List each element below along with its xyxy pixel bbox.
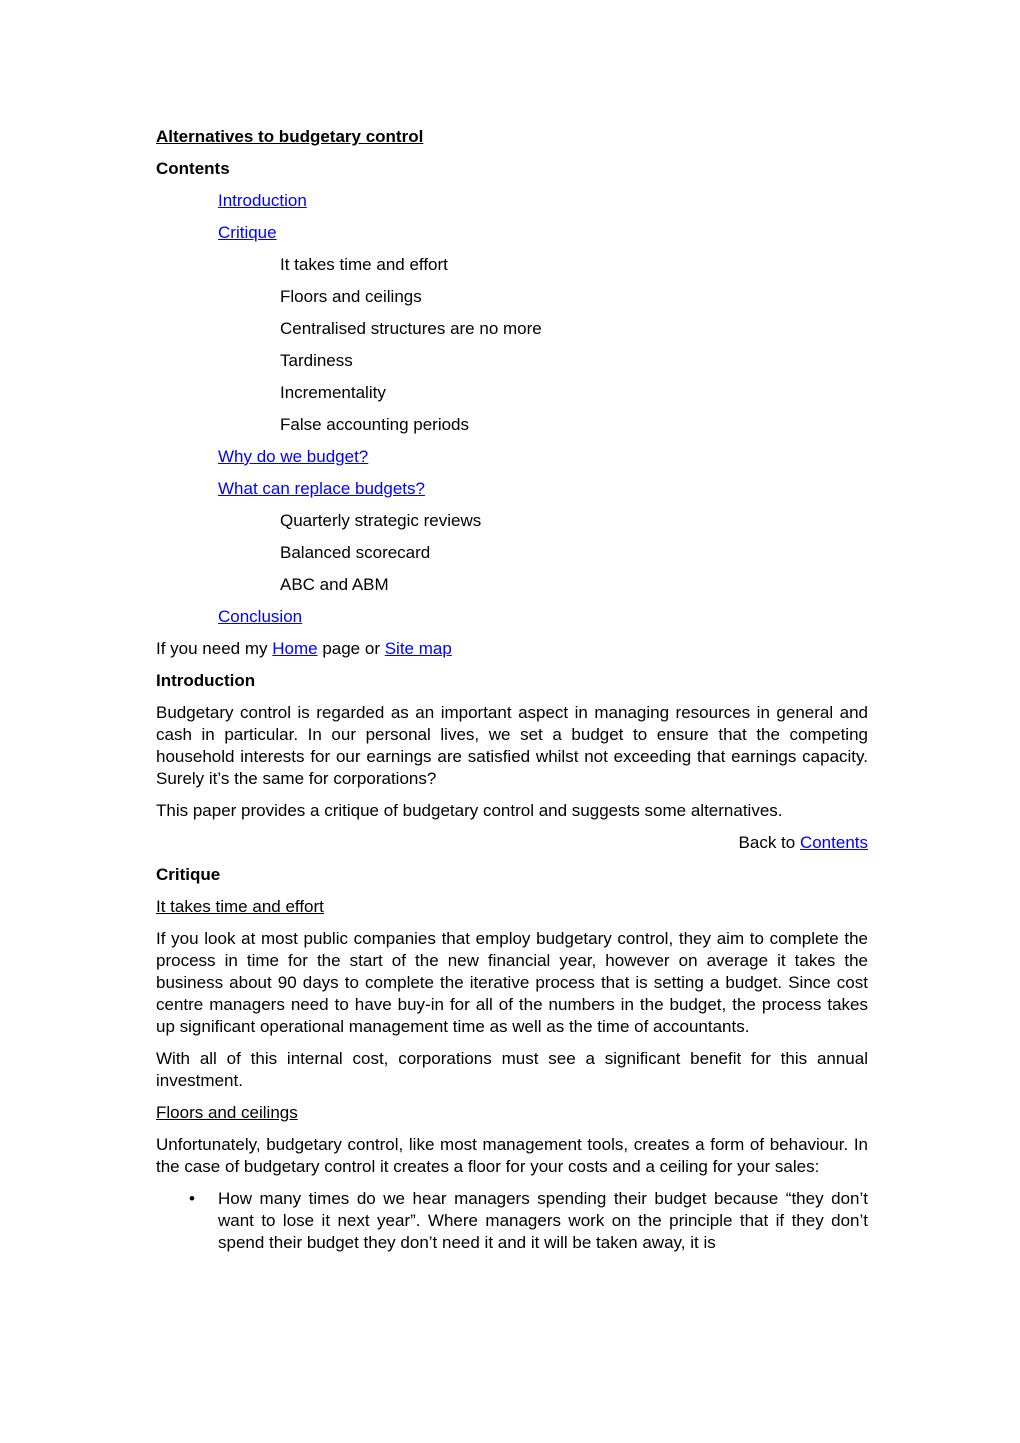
toc-link-critique[interactable]: Critique — [218, 223, 277, 242]
toc-item-quarterly-strategic-reviews: Quarterly strategic reviews — [280, 511, 482, 530]
toc-link-conclusion[interactable]: Conclusion — [218, 607, 303, 626]
sitemap-link[interactable]: Site map — [384, 639, 452, 658]
toc-item-centralised-structures: Centralised structures are no more — [280, 319, 542, 338]
toc-item-incrementality: Incrementality — [280, 383, 386, 402]
subheading-it-takes-time-and-effort: It takes time and effort — [156, 897, 324, 916]
section-heading-introduction: Introduction — [156, 671, 256, 690]
toc-item-abc-and-abm: ABC and ABM — [280, 575, 389, 594]
nav-prefix: If you need my — [156, 639, 273, 658]
toc-item-it-takes-time-and-effort: It takes time and effort — [280, 255, 448, 274]
toc-link-why-do-we-budget[interactable]: Why do we budget? — [218, 447, 369, 466]
section-heading-critique: Critique — [156, 865, 221, 884]
toc-item-balanced-scorecard: Balanced scorecard — [280, 543, 431, 562]
nav-middle: page or — [317, 639, 385, 658]
toc-item-false-accounting-periods: False accounting periods — [280, 415, 470, 434]
toc-link-what-can-replace-budgets[interactable]: What can replace budgets? — [218, 479, 425, 498]
floors-paragraph-1: Unfortunately, budgetary control, like most management tools, creates a form of behaviour. In the case of budgetary control it creates a floor for your costs and a ceiling for your sales: — [156, 1135, 868, 1176]
contents-heading: Contents — [156, 159, 230, 178]
bullet-icon: • — [189, 1189, 195, 1208]
home-link[interactable]: Home — [272, 639, 318, 658]
back-to-contents-line — [156, 832, 868, 854]
critique-paragraph-1: If you look at most public companies that employ budgetary control, they aim to complete the process in time for the start of the new financial year, however on average it takes the business about 90 days to complete the iterative process that is setting a budget. Since cost centre managers need to have buy-in for all of the numbers in the budget, the process takes up significant operational management time as well as the time of accountants. — [156, 929, 868, 1036]
toc-link-introduction[interactable]: Introduction — [218, 191, 307, 210]
nav-line — [156, 638, 868, 660]
intro-paragraph-1: Budgetary control is regarded as an important aspect in managing resources in general and cash in particular. In our personal lives, we set a budget to ensure that the competing household interests for our earnings are satisfied whilst not exceeding that earnings capacity. Surely it’s the same for corporations? — [156, 703, 868, 788]
bullet-text: How many times do we hear managers spending their budget because “they don’t want to lose it next year”. Where managers work on the principle that if they don’t spend their budget they don’t need it and it will be taken away, it is — [218, 1189, 868, 1252]
bullet-item-1 — [156, 1188, 868, 1254]
toc-item-tardiness: Tardiness — [280, 351, 353, 370]
back-prefix: Back to — [738, 833, 800, 852]
critique-paragraph-2: With all of this internal cost, corporations must see a significant benefit for this annual investment. — [156, 1049, 868, 1090]
intro-paragraph-2: This paper provides a critique of budgetary control and suggests some alternatives. — [156, 801, 783, 820]
page-title: Alternatives to budgetary control — [156, 127, 424, 146]
back-contents-link[interactable]: Contents — [799, 833, 868, 852]
toc-item-floors-and-ceilings: Floors and ceilings — [280, 287, 422, 306]
subheading-floors-and-ceilings: Floors and ceilings — [156, 1103, 298, 1122]
